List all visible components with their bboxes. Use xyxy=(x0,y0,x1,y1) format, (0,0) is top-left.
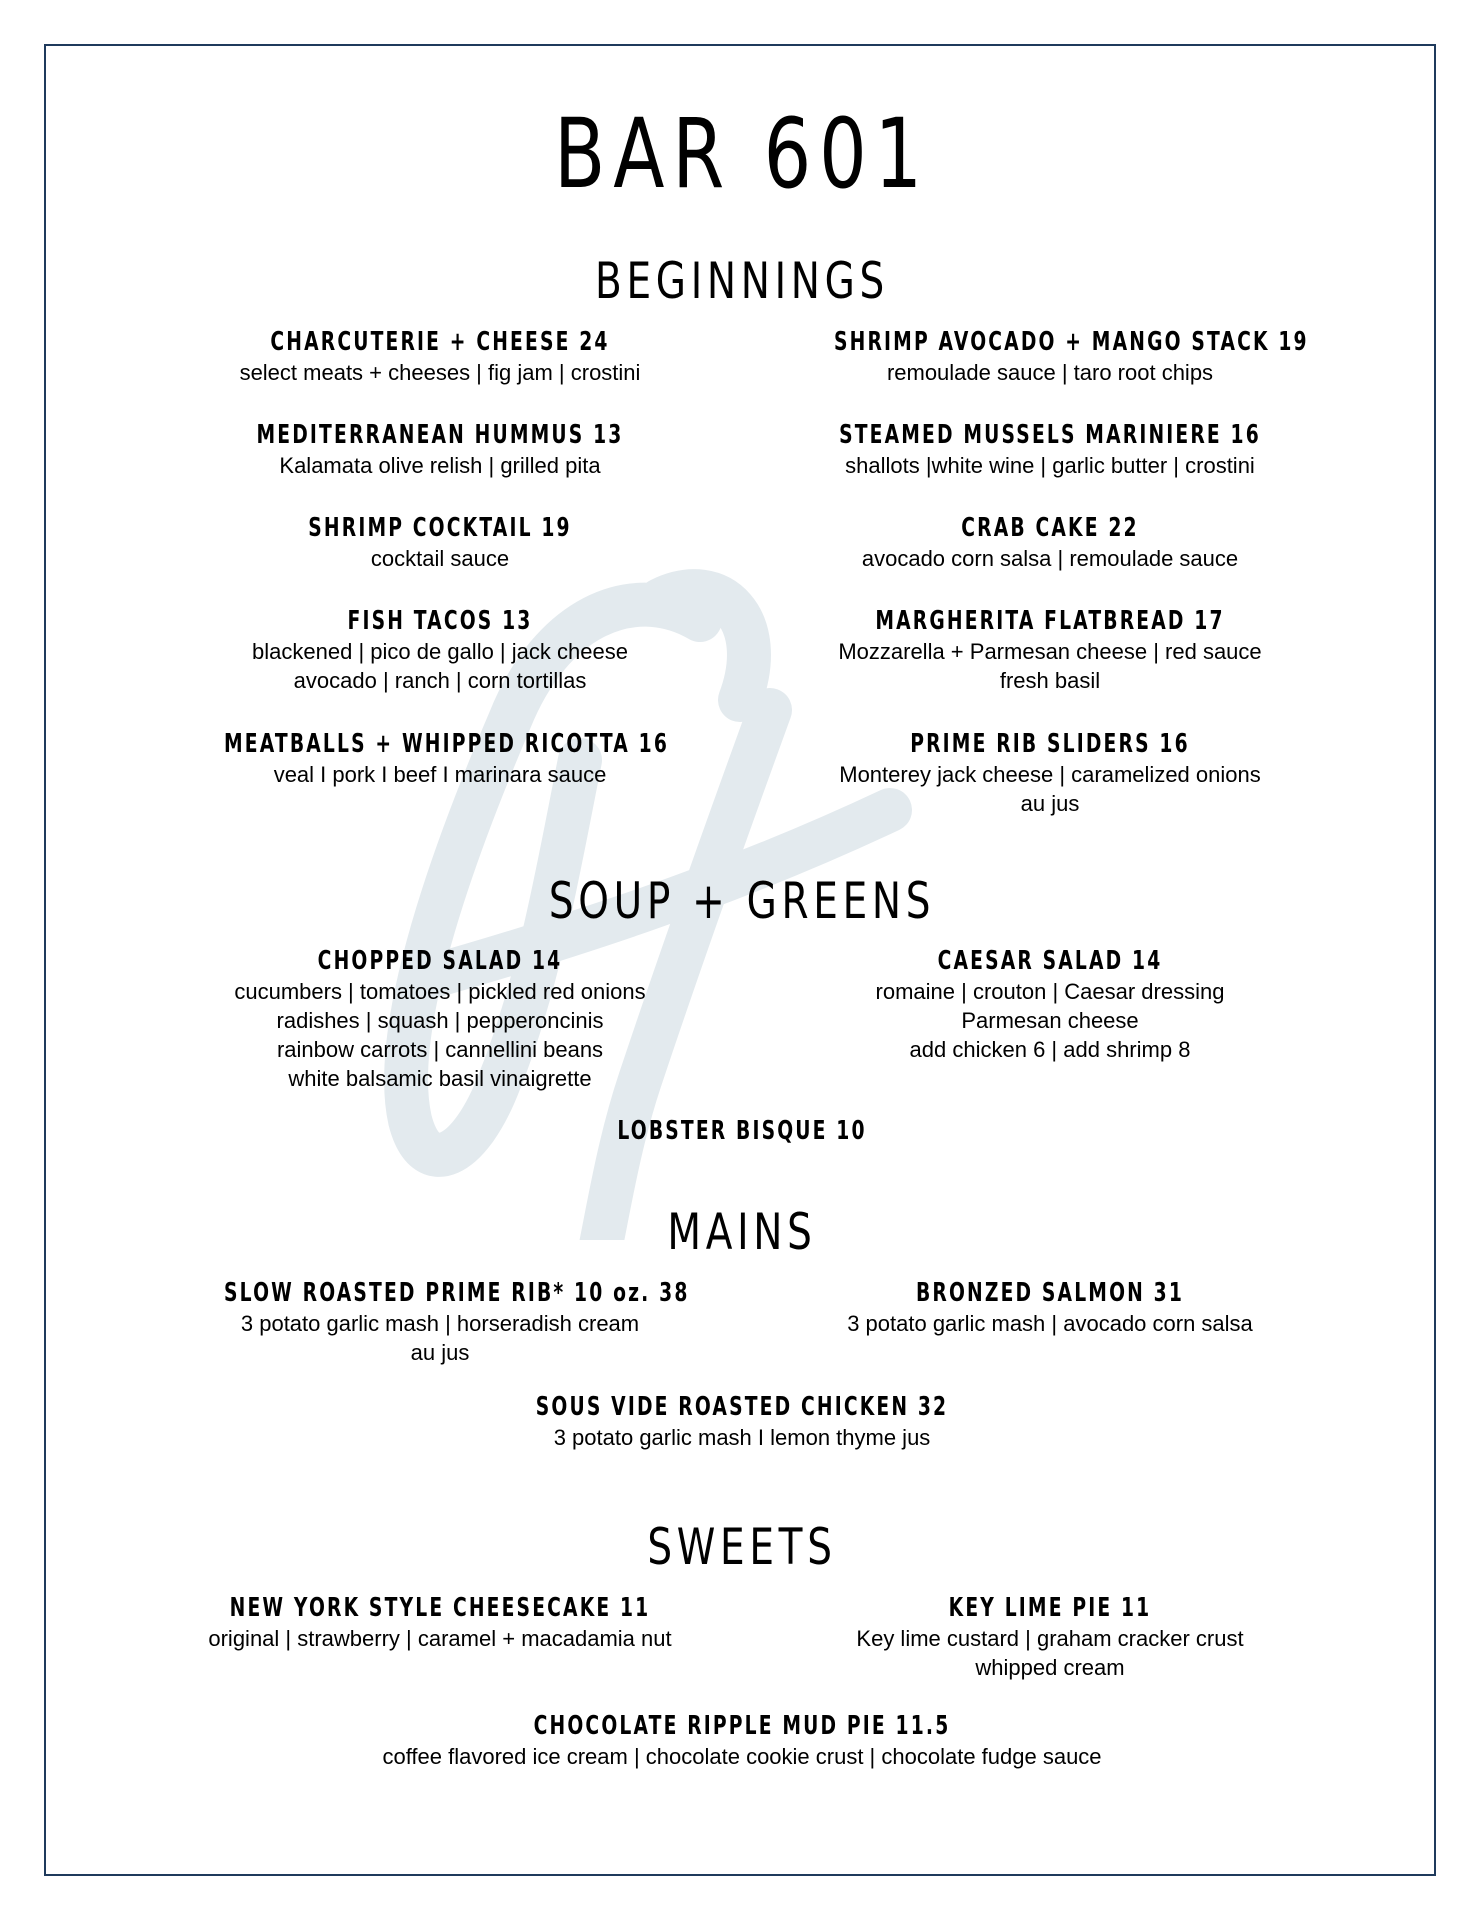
item-description: remoulade sauce | taro root chips xyxy=(886,360,1214,385)
section-title-mains: MAINS xyxy=(667,1203,817,1261)
item-name: SLOW ROASTED PRIME RIB* 10 oz. 38 xyxy=(223,1278,690,1308)
item-description: coffee flavored ice cream | chocolate cookie crust | chocolate fudge sauce xyxy=(382,1744,1102,1769)
item-name: MEDITERRANEAN HUMMUS 13 xyxy=(256,420,624,450)
item-description: 3 potato garlic mash | avocado corn salsa xyxy=(847,1311,1253,1336)
item-name: SHRIMP COCKTAIL 19 xyxy=(308,513,572,543)
item-description: white balsamic basil vinaigrette xyxy=(288,1066,592,1091)
menu-item xyxy=(750,512,1350,573)
item-name: SOUS VIDE ROASTED CHICKEN 32 xyxy=(535,1392,949,1422)
item-name: CAESAR SALAD 14 xyxy=(937,946,1163,976)
menu-item xyxy=(750,728,1350,818)
item-description: blackened | pico de gallo | jack cheese xyxy=(252,639,628,664)
item-description: add chicken 6 | add shrimp 8 xyxy=(909,1037,1191,1062)
item-name: PRIME RIB SLIDERS 16 xyxy=(910,729,1190,759)
item-description: cucumbers | tomatoes | pickled red onions xyxy=(234,979,646,1004)
menu-item xyxy=(750,605,1350,695)
menu-item xyxy=(140,605,740,695)
item-description: Kalamata olive relish | grilled pita xyxy=(279,453,601,478)
menu-item xyxy=(750,1277,1350,1338)
item-description: au jus xyxy=(1020,791,1080,816)
menu-item xyxy=(750,1592,1350,1682)
menu-item xyxy=(140,419,740,480)
item-description: original | strawberry | caramel + macadamia nut xyxy=(208,1626,672,1651)
item-description: radishes | squash | pepperoncinis xyxy=(276,1008,604,1033)
item-name: SHRIMP AVOCADO + MANGO STACK 19 xyxy=(834,327,1309,357)
item-description: au jus xyxy=(410,1340,470,1365)
menu-item xyxy=(750,326,1350,387)
menu-item xyxy=(140,1592,740,1653)
item-description: shallots |white wine | garlic butter | crostini xyxy=(845,453,1255,478)
item-description: cocktail sauce xyxy=(370,546,510,571)
item-description: avocado corn salsa | remoulade sauce xyxy=(861,546,1239,571)
menu-item xyxy=(242,1115,1242,1147)
item-name: MEATBALLS + WHIPPED RICOTTA 16 xyxy=(223,729,670,759)
item-description: whipped cream xyxy=(975,1655,1125,1680)
section-title-sweets: SWEETS xyxy=(647,1518,837,1576)
item-name: FISH TACOS 13 xyxy=(347,606,533,636)
restaurant-title: BAR 601 xyxy=(554,98,930,210)
menu-item xyxy=(140,728,740,789)
item-name: CHOPPED SALAD 14 xyxy=(317,946,563,976)
section-title-soup-greens: SOUP + GREENS xyxy=(548,872,936,930)
item-name: STEAMED MUSSELS MARINIERE 16 xyxy=(839,420,1261,450)
item-name: CHOCOLATE RIPPLE MUD PIE 11.5 xyxy=(533,1711,951,1741)
item-description: 3 potato garlic mash | horseradish cream xyxy=(240,1311,640,1336)
item-description: Monterey jack cheese | caramelized onions xyxy=(839,762,1261,787)
menu-item xyxy=(140,1277,740,1367)
item-name: MARGHERITA FLATBREAD 17 xyxy=(875,606,1225,636)
menu-item xyxy=(140,945,740,1093)
item-name: CHARCUTERIE + CHEESE 24 xyxy=(270,327,610,357)
item-description: fresh basil xyxy=(999,668,1101,693)
item-description: select meats + cheeses | fig jam | crostini xyxy=(239,360,641,385)
section-title-beginnings: BEGINNINGS xyxy=(595,252,889,310)
item-name: CRAB CAKE 22 xyxy=(961,513,1139,543)
item-description: Key lime custard | graham cracker crust xyxy=(856,1626,1244,1651)
menu-item xyxy=(140,326,740,387)
item-description: avocado | ranch | corn tortillas xyxy=(293,668,587,693)
item-name: NEW YORK STYLE CHEESECAKE 11 xyxy=(229,1593,651,1623)
item-name: LOBSTER BISQUE 10 xyxy=(617,1116,867,1146)
item-description: Mozzarella + Parmesan cheese | red sauce xyxy=(838,639,1262,664)
menu-item xyxy=(242,1391,1242,1452)
item-description: romaine | crouton | Caesar dressing xyxy=(875,979,1225,1004)
menu-item xyxy=(750,945,1350,1064)
item-description: 3 potato garlic mash I lemon thyme jus xyxy=(553,1425,931,1450)
item-name: BRONZED SALMON 31 xyxy=(915,1278,1185,1308)
menu-item xyxy=(140,512,740,573)
item-description: rainbow carrots | cannellini beans xyxy=(276,1037,604,1062)
menu-item xyxy=(242,1710,1242,1771)
item-description: veal I pork I beef I marinara sauce xyxy=(273,762,607,787)
menu-item xyxy=(750,419,1350,480)
item-description: Parmesan cheese xyxy=(961,1008,1139,1033)
item-name: KEY LIME PIE 11 xyxy=(948,1593,1152,1623)
